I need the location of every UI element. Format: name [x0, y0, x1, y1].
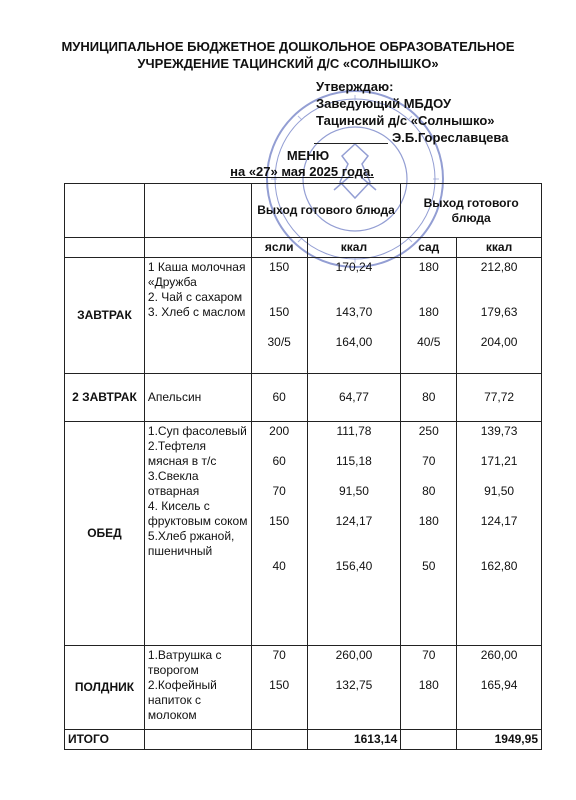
signature-underline — [314, 143, 388, 144]
value: 70 — [422, 648, 436, 662]
nursery-cell — [251, 258, 307, 374]
total-empty-dish — [144, 730, 251, 750]
kcal-nursery-cell — [307, 422, 401, 646]
menu-date: на «27» мая 2025 года. — [230, 164, 374, 179]
table-row-breakfast-2 — [65, 374, 542, 422]
garden-cell — [401, 646, 457, 730]
menu-table — [64, 183, 542, 750]
dish-item: 3.Свекла отварная — [147, 469, 200, 498]
value: 70 — [422, 454, 436, 468]
value: 30/5 — [267, 335, 291, 349]
dish-cell — [144, 422, 251, 646]
value: 124,17 — [335, 514, 373, 528]
document-header — [0, 38, 576, 72]
value: 180 — [418, 514, 439, 528]
value: 60 — [272, 454, 286, 468]
kcal-garden-cell — [457, 258, 542, 374]
garden-cell: 80 — [401, 374, 457, 422]
garden-cell — [401, 422, 457, 646]
value: 171,21 — [480, 454, 518, 468]
nursery-cell: 60 — [251, 374, 307, 422]
dish-cell — [144, 258, 251, 374]
table-row-snack — [65, 646, 542, 730]
header-output-nursery: Выход готового блюда — [251, 184, 401, 238]
value: 164,00 — [335, 335, 373, 349]
subheader-garden: сад — [401, 238, 457, 258]
header-line-1: МУНИЦИПАЛЬНОЕ БЮДЖЕТНОЕ ДОШКОЛЬНОЕ ОБРАЗОВАТЕЛЬНОЕ — [61, 39, 515, 54]
kcal-garden-cell — [457, 646, 542, 730]
value: 180 — [418, 260, 439, 274]
dish-item: 1.Суп фасолевый — [147, 424, 247, 438]
dish-item: 4. Кисель с фруктовым соком — [147, 499, 248, 528]
meal-snack: ПОЛДНИК — [65, 646, 145, 730]
total-empty-nursery — [251, 730, 307, 750]
value: 165,94 — [480, 678, 518, 692]
signature-line — [316, 129, 508, 146]
value: 260,00 — [335, 648, 373, 662]
kcal-nursery-cell — [307, 258, 401, 374]
value: 70 — [272, 484, 286, 498]
dish-item: 1 Каша молочная «Дружба — [147, 260, 246, 289]
value: 115,18 — [336, 454, 372, 468]
subheader-kcal-garden: ккал — [457, 238, 542, 258]
subheader-kcal-nursery: ккал — [307, 238, 401, 258]
table-row-total — [65, 730, 542, 750]
value: 150 — [269, 260, 290, 274]
subheader-empty-dish — [144, 238, 251, 258]
menu-title-block — [0, 148, 576, 180]
kcal-nursery-cell: 64,77 — [307, 374, 401, 422]
value: 40/5 — [417, 335, 441, 349]
value: 70 — [272, 648, 286, 662]
value: 179,63 — [480, 305, 518, 319]
value: 200 — [269, 424, 290, 438]
dish-item: 1.Ватрушка с творогом — [147, 648, 222, 677]
value: 180 — [418, 678, 439, 692]
value: 162,80 — [480, 559, 518, 573]
dish-item: Апельсин — [144, 374, 251, 422]
value: 250 — [418, 424, 439, 438]
value: 170,24 — [335, 260, 373, 274]
dish-cell — [144, 646, 251, 730]
nursery-cell — [251, 422, 307, 646]
value: 132,75 — [335, 678, 373, 692]
value: 91,50 — [484, 484, 515, 498]
subheader-nursery: ясли — [251, 238, 307, 258]
approve-label: Утверждаю: — [316, 79, 394, 94]
value: 111,78 — [336, 424, 372, 438]
header-empty-meal — [65, 184, 145, 238]
dish-item: 2. Чай с сахаром — [147, 290, 243, 304]
dish-item: 3. Хлеб с маслом — [147, 305, 246, 319]
value: 156,40 — [335, 559, 373, 573]
kcal-garden-cell: 77,72 — [457, 374, 542, 422]
table-row-lunch — [65, 422, 542, 646]
value: 91,50 — [338, 484, 369, 498]
total-empty-garden — [401, 730, 457, 750]
kcal-garden-cell — [457, 422, 542, 646]
menu-title: МЕНЮ — [286, 148, 330, 163]
approver-org: Тацинский д/с «Солнышко» — [316, 113, 495, 128]
table-header-row — [65, 184, 542, 238]
approver-position: Заведующий МБДОУ — [316, 96, 452, 111]
value: 150 — [269, 305, 290, 319]
dish-item: 5.Хлеб ржаной, пшеничный — [147, 529, 235, 558]
approver-name: Э.Б.Гореславцева — [392, 130, 509, 145]
approval-block — [316, 78, 508, 146]
value: 124,17 — [480, 514, 518, 528]
value: 212,80 — [480, 260, 518, 274]
value: 139,73 — [480, 424, 518, 438]
total-kcal-nursery: 1613,14 — [307, 730, 401, 750]
subheader-empty-meal — [65, 238, 145, 258]
value: 204,00 — [480, 335, 518, 349]
value: 80 — [422, 484, 436, 498]
value: 150 — [269, 678, 290, 692]
dish-item: 2.Тефтеля мясная в т/с — [147, 439, 217, 468]
meal-lunch: ОБЕД — [65, 422, 145, 646]
value: 150 — [269, 514, 290, 528]
table-row-breakfast — [65, 258, 542, 374]
meal-breakfast: ЗАВТРАК — [65, 258, 145, 374]
header-output-garden: Выход готового блюда — [401, 184, 542, 238]
dish-item: 2.Кофейный напиток с молоком — [147, 678, 217, 722]
kcal-nursery-cell — [307, 646, 401, 730]
value: 50 — [422, 559, 436, 573]
header-line-2: УЧРЕЖДЕНИЕ ТАЦИНСКИЙ Д/С «СОЛНЫШКО» — [137, 56, 439, 71]
value: 40 — [272, 559, 286, 573]
meal-breakfast-2: 2 ЗАВТРАК — [65, 374, 145, 422]
total-label: ИТОГО — [65, 730, 145, 750]
header-empty-dish — [144, 184, 251, 238]
total-kcal-garden: 1949,95 — [457, 730, 542, 750]
table-subheader-row — [65, 238, 542, 258]
value: 260,00 — [480, 648, 518, 662]
nursery-cell — [251, 646, 307, 730]
value: 180 — [418, 305, 439, 319]
value: 143,70 — [335, 305, 373, 319]
garden-cell — [401, 258, 457, 374]
